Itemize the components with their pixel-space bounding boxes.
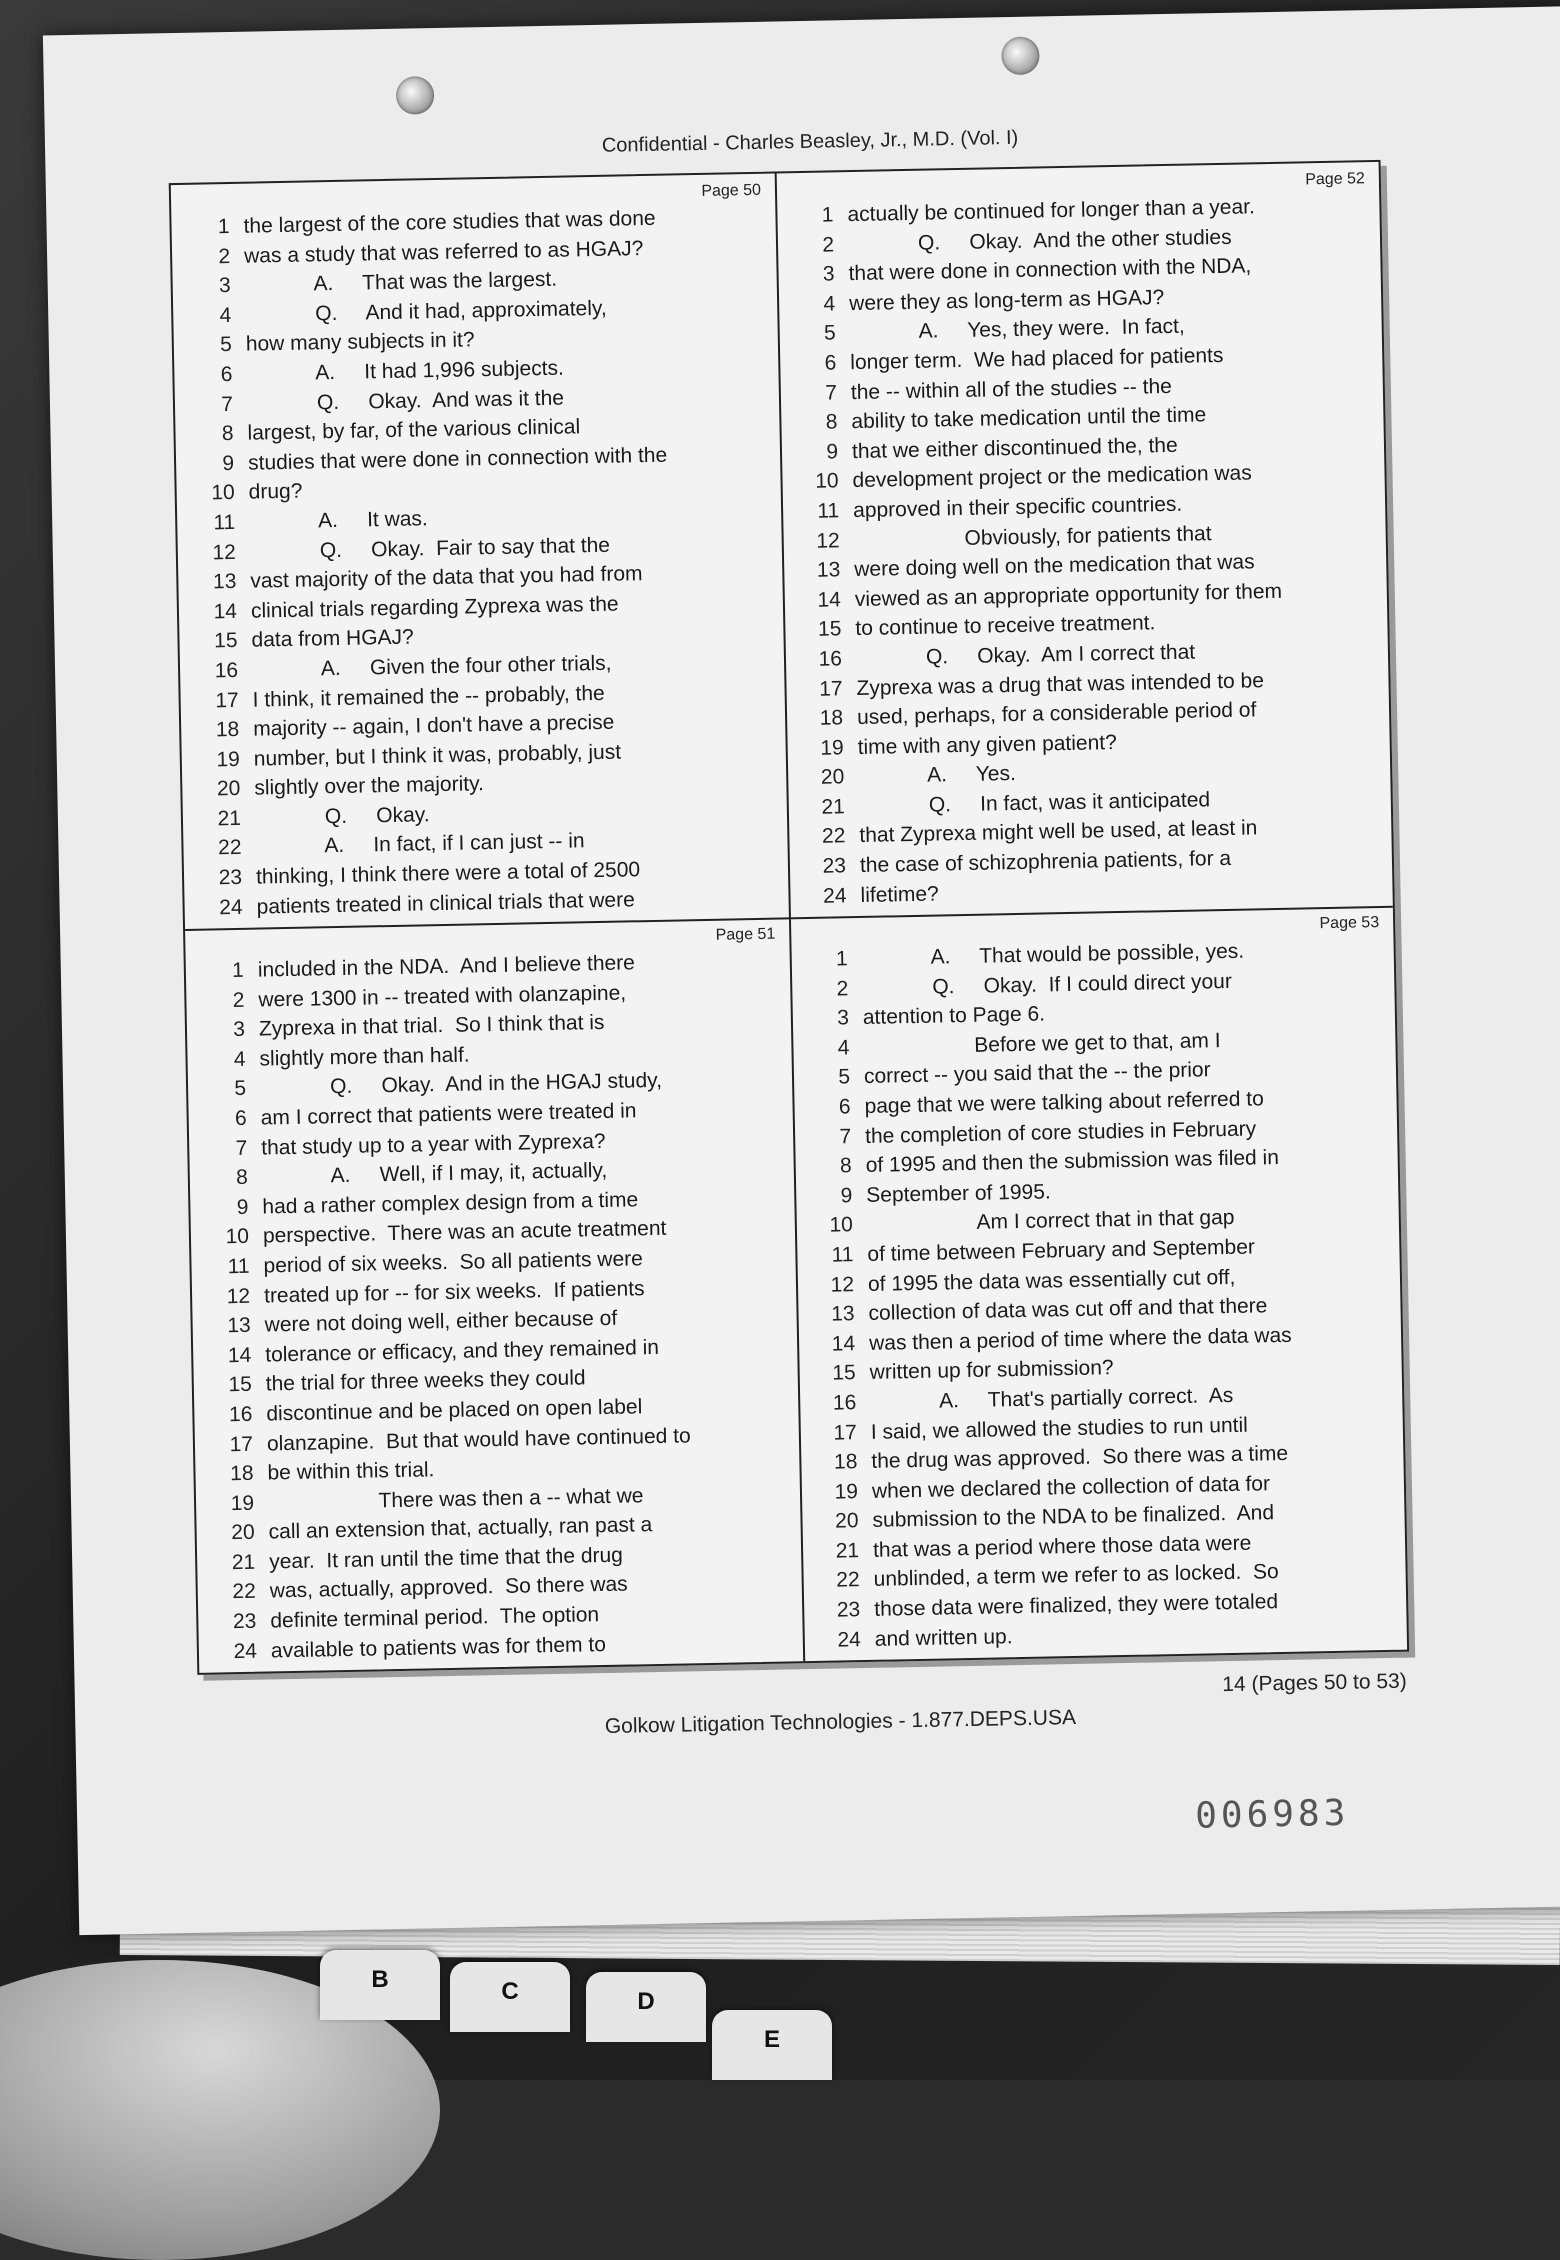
line-text: actually be continued for longer than a year. — [847, 195, 1256, 227]
line-text: the -- within all of the studies -- the — [850, 374, 1173, 404]
line-text: Q. Okay. And the other studies — [847, 225, 1232, 256]
bates-stamp: 006983 — [1194, 1792, 1350, 1837]
page-number: Page 53 — [1319, 914, 1380, 933]
line-text: thinking, I think there were a total of 2500 — [255, 858, 641, 889]
divider-tab-d[interactable]: D — [586, 1972, 706, 2042]
line-number: 18 — [215, 717, 240, 742]
line-number: 16 — [818, 647, 843, 671]
line-number: 8 — [235, 1165, 249, 1190]
line-text: discontinue and be placed on open label — [266, 1395, 643, 1426]
line-number: 1 — [821, 203, 834, 227]
line-text: patients treated in clinical trials that were — [256, 887, 635, 919]
line-text: definite terminal period. The option — [270, 1603, 600, 1633]
line-number: 18 — [819, 706, 844, 730]
line-text: included in the NDA. And I believe there — [257, 951, 636, 982]
line-text: A. In fact, if I can just -- in — [255, 829, 585, 860]
line-number: 23 — [836, 1598, 861, 1622]
line-text: that study up to a year with Zyprexa? — [261, 1129, 606, 1160]
line-text: written up for submission? — [869, 1356, 1114, 1385]
line-text: tolerance or efficacy, and they remained in — [265, 1335, 660, 1367]
line-text: Q. Okay. Am I correct that — [855, 640, 1196, 670]
line-number: 24 — [822, 883, 847, 908]
line-text: were 1300 in -- treated with olanzapine, — [258, 981, 627, 1012]
line-text: A. It was. — [249, 507, 428, 534]
line-text: was then a period of time where the data was — [868, 1323, 1292, 1355]
line-number: 6 — [824, 351, 837, 375]
line-text: those data were finalized, they were totaled — [874, 1590, 1279, 1621]
punch-hole-right — [1001, 36, 1040, 75]
line-number: 17 — [833, 1420, 858, 1445]
line-number: 16 — [228, 1402, 253, 1427]
quadrant-page-52 — [775, 162, 1393, 917]
line-number: 5 — [234, 1077, 247, 1101]
line-number: 23 — [218, 865, 243, 890]
line-text: Q. Okay. And was it the — [246, 386, 565, 416]
line-text: Obviously, for patients that — [853, 521, 1212, 552]
line-text: correct -- you said that the -- the prior — [863, 1058, 1211, 1089]
line-number: 12 — [226, 1284, 251, 1308]
line-text: There was then a -- what we — [267, 1483, 644, 1515]
page-number: Page 51 — [715, 925, 776, 944]
line-text: longer term. We had placed for patients — [850, 343, 1224, 375]
line-number: 21 — [217, 806, 242, 831]
line-number: 4 — [837, 1036, 850, 1060]
line-text: had a rather complex design from a time — [262, 1188, 639, 1219]
line-text: majority -- again, I don't have a precise — [253, 710, 615, 741]
line-text: unblinded, a term we refer to as locked. So — [873, 1560, 1279, 1592]
line-number: 14 — [831, 1331, 856, 1356]
line-text: and written up. — [874, 1624, 1013, 1651]
line-number: 17 — [818, 676, 843, 701]
line-text: the trial for three weeks they could — [265, 1366, 586, 1396]
line-text: collection of data was cut off and that there — [868, 1294, 1268, 1326]
line-text: September of 1995. — [866, 1180, 1051, 1207]
line-text: were they as long-term as HGAJ? — [848, 285, 1165, 315]
line-number: 20 — [834, 1509, 859, 1533]
line-number: 7 — [839, 1124, 852, 1148]
transcript-sheet — [169, 160, 1409, 1675]
line-number: 8 — [221, 422, 234, 446]
line-number: 2 — [822, 232, 835, 257]
line-number: 5 — [219, 333, 233, 357]
line-text: am I correct that patients were treated in — [260, 1099, 637, 1130]
transcript-page — [43, 6, 1560, 1935]
line-number: 22 — [232, 1580, 257, 1604]
line-text: Q. And it had, approximately, — [245, 296, 607, 327]
line-text: was a study that was referred to as HGAJ? — [243, 236, 644, 268]
line-number: 4 — [823, 292, 836, 316]
line-number: 13 — [830, 1302, 855, 1326]
line-text: to continue to receive treatment. — [855, 611, 1156, 641]
line-text: of 1995 and then the submission was filed in — [865, 1146, 1280, 1178]
line-number: 10 — [814, 469, 839, 494]
line-text: I think, it remained the -- probably, the — [252, 681, 605, 712]
line-text: perspective. There was an acute treatment — [262, 1217, 667, 1248]
line-number: 11 — [213, 510, 236, 535]
line-number: 21 — [231, 1550, 256, 1575]
line-text: time with any given patient? — [857, 730, 1118, 759]
line-text: A. That's partially correct. As — [870, 1383, 1234, 1414]
line-text: number, but I think it was, probably, just — [253, 740, 622, 771]
line-text: approved in their specific countries. — [852, 492, 1183, 522]
line-text: the completion of core studies in February — [864, 1116, 1257, 1148]
line-text: attention to Page 6. — [862, 1002, 1046, 1030]
line-number: 7 — [235, 1136, 248, 1160]
line-number: 6 — [220, 362, 233, 387]
line-number: 19 — [820, 735, 844, 760]
line-text: used, perhaps, for a considerable period of — [856, 698, 1257, 730]
divider-tab-c[interactable]: C — [450, 1962, 570, 2032]
line-text: slightly over the majority. — [254, 772, 485, 800]
line-number: 8 — [825, 410, 838, 434]
divider-tab-b[interactable]: B — [320, 1950, 440, 2020]
line-number: 3 — [836, 1006, 850, 1030]
line-text: how many subjects in it? — [245, 328, 475, 357]
line-number: 7 — [221, 392, 234, 416]
line-text: A. Given the four other trials, — [251, 651, 612, 682]
line-number: 11 — [817, 499, 840, 523]
line-text: submission to the NDA to be finalized. And — [872, 1501, 1275, 1533]
quadrant-page-53 — [789, 906, 1407, 1661]
line-text: was, actually, approved. So there was — [269, 1573, 628, 1603]
line-text: page that we were talking about referred to — [864, 1087, 1264, 1118]
line-text: treated up for -- for six weeks. If patients — [263, 1276, 645, 1308]
line-text: Q. Okay. Fair to say that the — [249, 533, 611, 564]
line-number: 3 — [822, 262, 835, 286]
line-text: were doing well on the medication that was — [854, 550, 1255, 582]
line-number: 19 — [216, 747, 241, 772]
line-number: 24 — [233, 1639, 258, 1663]
line-number: 10 — [211, 481, 235, 505]
line-number: 23 — [232, 1609, 257, 1634]
line-number: 3 — [233, 1018, 246, 1042]
line-text: the drug was approved. So there was a time — [871, 1441, 1289, 1473]
line-text: when we declared the collection of data for — [871, 1471, 1271, 1503]
line-text: largest, by far, of the various clinical — [247, 415, 581, 445]
line-text: Am I correct that in that gap — [866, 1206, 1235, 1237]
line-text: were not doing well, either because of — [264, 1306, 618, 1337]
line-number: 11 — [831, 1243, 854, 1267]
line-text: of 1995 the data was essentially cut off, — [867, 1265, 1236, 1296]
line-text: that were done in connection with the NDA, — [848, 254, 1252, 286]
line-text: ability to take medication until the time — [851, 403, 1207, 434]
line-number: 17 — [215, 688, 239, 712]
line-number: 10 — [225, 1225, 250, 1249]
line-text: Q. Okay. And in the HGAJ study, — [259, 1069, 663, 1100]
line-number: 12 — [830, 1272, 855, 1297]
line-number: 2 — [836, 976, 849, 1001]
line-text: A. Yes, they were. In fact, — [849, 315, 1185, 345]
divider-tab-e[interactable]: E — [712, 2010, 832, 2080]
line-text: be within this trial. — [267, 1458, 435, 1485]
line-text: the largest of the core studies that was done — [243, 206, 656, 238]
line-number: 4 — [233, 1047, 246, 1071]
quadrant-page-50 — [171, 174, 789, 929]
line-number: 15 — [817, 617, 842, 642]
line-number: 15 — [213, 629, 238, 653]
line-text: data from HGAJ? — [251, 625, 414, 652]
line-number: 22 — [821, 824, 846, 849]
line-number: 4 — [219, 303, 232, 327]
page-number: Page 50 — [701, 181, 762, 200]
line-number: 24 — [219, 895, 243, 919]
line-text: that we either discontinued the, the — [851, 433, 1178, 463]
line-number: 12 — [816, 528, 840, 553]
line-number: 8 — [839, 1154, 852, 1178]
quadrant-page-51 — [185, 917, 803, 1672]
line-text: A. That was the largest. — [244, 267, 558, 297]
line-number: 16 — [832, 1391, 857, 1415]
line-text: drug? — [248, 479, 303, 504]
line-text: slightly more than half. — [259, 1043, 470, 1071]
line-text: Zyprexa was a drug that was intended to be — [856, 668, 1265, 700]
line-number: 14 — [817, 588, 842, 612]
page-number: Page 52 — [1305, 170, 1366, 189]
line-number: 5 — [823, 321, 836, 345]
line-number: 13 — [227, 1313, 251, 1338]
line-number: 24 — [837, 1627, 862, 1652]
line-text: clinical trials regarding Zyprexa was the — [250, 592, 619, 623]
line-number: 5 — [838, 1065, 851, 1089]
line-number: 15 — [832, 1361, 856, 1385]
line-number: 2 — [232, 988, 245, 1012]
line-number: 6 — [234, 1106, 247, 1131]
line-number: 13 — [212, 570, 237, 594]
line-number: 18 — [833, 1450, 858, 1474]
line-text: period of six weeks. So all patients were — [263, 1247, 644, 1278]
document-header: Confidential - Charles Beasley, Jr., M.D. (Vol. I) — [601, 126, 1019, 157]
line-number: 16 — [214, 658, 239, 683]
line-number: 14 — [227, 1343, 252, 1367]
line-text: Zyprexa in that trial. So I think that is — [258, 1011, 605, 1041]
line-number: 20 — [216, 777, 241, 801]
line-number: 1 — [835, 947, 848, 971]
line-text: Q. Okay. If I could direct your — [862, 969, 1233, 1000]
line-text: call an extension that, actually, ran past a — [268, 1513, 653, 1544]
line-number: 23 — [822, 854, 847, 878]
line-text: lifetime? — [860, 882, 939, 907]
line-text: Q. Okay. — [254, 803, 430, 830]
line-number: 2 — [218, 244, 231, 268]
line-number: 20 — [231, 1521, 255, 1545]
line-text: available to patients was for them to — [270, 1632, 607, 1663]
line-text: olanzapine. But that would have continued to — [266, 1423, 691, 1455]
line-text: viewed as an appropriate opportunity for them — [854, 579, 1283, 611]
line-number: 22 — [836, 1568, 860, 1593]
line-number: 22 — [217, 836, 242, 860]
line-number: 9 — [826, 440, 839, 464]
line-text: that Zyprexa might well be used, at least in — [859, 816, 1258, 848]
line-number: 19 — [230, 1491, 255, 1515]
line-text: the case of schizophrenia patients, for a — [859, 846, 1232, 878]
line-text: A. It had 1,996 subjects. — [246, 356, 565, 386]
line-text: I said, we allowed the studies to run until — [870, 1413, 1249, 1444]
line-number: 13 — [816, 558, 841, 582]
line-number: 10 — [829, 1213, 854, 1237]
line-number: 20 — [820, 765, 845, 790]
footer-page-range: 14 (Pages 50 to 53) — [1222, 1669, 1407, 1697]
line-number: 14 — [213, 599, 238, 624]
footer-brand: Golkow Litigation Technologies - 1.877.DEPS.USA — [604, 1706, 1077, 1739]
line-text: vast majority of the data that you had from — [250, 562, 643, 593]
line-text: year. It ran until the time that the drug — [268, 1543, 624, 1574]
line-number: 21 — [821, 795, 846, 819]
line-number: 3 — [218, 274, 231, 298]
line-number: 18 — [229, 1461, 254, 1486]
punch-hole-left — [396, 76, 435, 115]
line-text: development project or the medication was — [852, 461, 1252, 493]
line-text: that was a period where those data were — [872, 1531, 1252, 1562]
line-number: 9 — [236, 1195, 249, 1219]
line-text: Q. In fact, was it anticipated — [858, 788, 1211, 818]
line-text: A. That would be possible, yes. — [861, 939, 1245, 970]
line-text: Before we get to that, am I — [863, 1028, 1221, 1059]
line-number: 9 — [222, 451, 235, 475]
line-number: 12 — [212, 540, 237, 564]
line-number: 21 — [835, 1539, 860, 1563]
line-number: 9 — [840, 1183, 853, 1208]
line-number: 17 — [229, 1432, 254, 1456]
line-number: 7 — [824, 380, 838, 405]
line-number: 11 — [227, 1254, 250, 1279]
line-text: A. Yes. — [858, 762, 1017, 789]
line-number: 1 — [217, 214, 230, 239]
line-number: 1 — [231, 958, 245, 983]
line-number: 19 — [834, 1479, 859, 1504]
line-number: 6 — [838, 1095, 851, 1119]
line-text: A. Well, if I may, it, actually, — [261, 1159, 608, 1189]
line-text: studies that were done in connection with the — [247, 443, 668, 475]
line-number: 15 — [228, 1373, 253, 1397]
line-text: of time between February and September — [867, 1235, 1256, 1266]
